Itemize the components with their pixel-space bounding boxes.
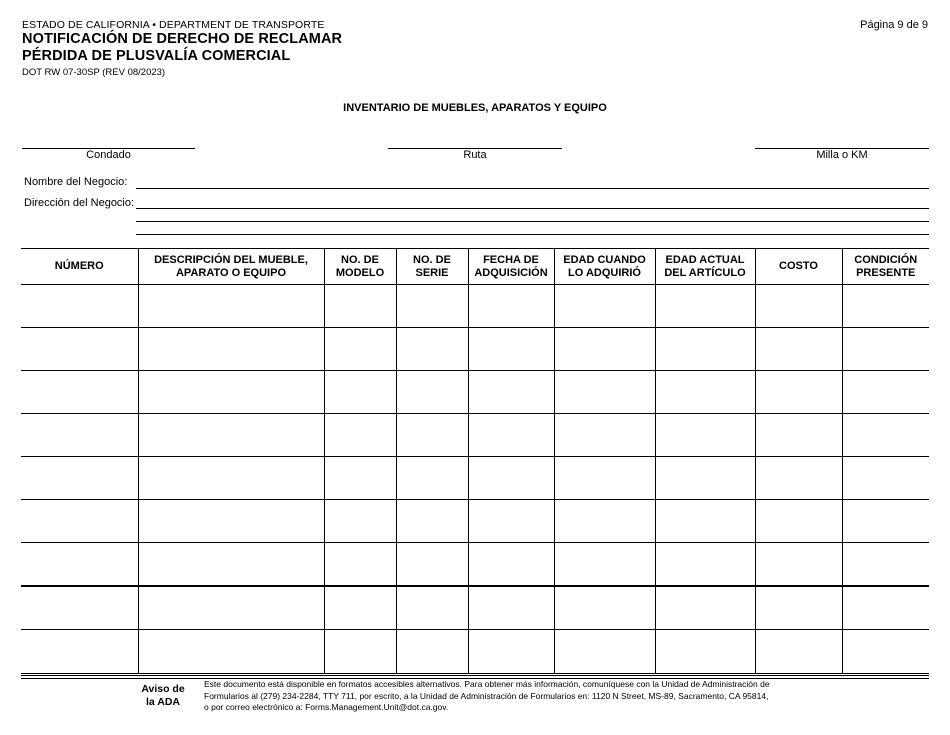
table-cell[interactable] <box>396 457 468 500</box>
table-cell[interactable] <box>396 328 468 371</box>
business-name-label: Nombre del Negocio: <box>24 176 128 188</box>
table-cell[interactable] <box>842 586 929 630</box>
col-header-acquisition-date: FECHA DE ADQUISICIÓN <box>468 249 554 285</box>
table-cell[interactable] <box>21 543 138 587</box>
table-cell[interactable] <box>21 285 138 328</box>
table-row <box>21 457 929 500</box>
table-row <box>21 586 929 630</box>
table-cell[interactable] <box>554 414 655 457</box>
table-cell[interactable] <box>554 543 655 587</box>
county-label: Condado <box>86 149 131 161</box>
table-cell[interactable] <box>138 586 324 630</box>
table-row <box>21 543 929 587</box>
table-cell[interactable] <box>324 414 396 457</box>
table-cell[interactable] <box>324 457 396 500</box>
table-cell[interactable] <box>655 285 755 328</box>
table-cell[interactable] <box>21 328 138 371</box>
table-cell[interactable] <box>396 371 468 414</box>
table-cell[interactable] <box>755 543 842 587</box>
table-cell[interactable] <box>138 371 324 414</box>
table-cell[interactable] <box>468 630 554 674</box>
table-cell[interactable] <box>138 328 324 371</box>
table-cell[interactable] <box>324 328 396 371</box>
table-cell[interactable] <box>755 500 842 543</box>
form-title-line1: NOTIFICACIÓN DE DERECHO DE RECLAMAR <box>22 31 343 47</box>
table-cell[interactable] <box>396 414 468 457</box>
table-cell[interactable] <box>655 500 755 543</box>
table-cell[interactable] <box>554 457 655 500</box>
table-cell[interactable] <box>554 500 655 543</box>
table-cell[interactable] <box>468 457 554 500</box>
table-cell[interactable] <box>468 414 554 457</box>
table-cell[interactable] <box>21 371 138 414</box>
table-cell[interactable] <box>324 630 396 674</box>
table-cell[interactable] <box>755 457 842 500</box>
table-row <box>21 500 929 543</box>
ada-notice-text <box>204 679 844 714</box>
table-cell[interactable] <box>21 630 138 674</box>
table-cell[interactable] <box>842 371 929 414</box>
table-cell[interactable] <box>755 586 842 630</box>
table-cell[interactable] <box>655 328 755 371</box>
table-cell[interactable] <box>468 371 554 414</box>
table-row <box>21 371 929 414</box>
table-cell[interactable] <box>755 328 842 371</box>
table-cell[interactable] <box>755 371 842 414</box>
table-body <box>21 285 929 674</box>
table-cell[interactable] <box>396 630 468 674</box>
table-cell[interactable] <box>324 543 396 587</box>
table-cell[interactable] <box>554 586 655 630</box>
table-cell[interactable] <box>21 586 138 630</box>
table-cell[interactable] <box>138 543 324 587</box>
ada-notice-line3: o por correo electrónico a: Forms.Management.Unit@dot.ca.gov. <box>204 702 449 712</box>
route-label: Ruta <box>463 149 487 161</box>
table-cell[interactable] <box>324 500 396 543</box>
table-cell[interactable] <box>842 543 929 587</box>
table-cell[interactable] <box>842 630 929 674</box>
form-number: DOT RW 07-30SP (REV 08/2023) <box>22 67 166 78</box>
table-cell[interactable] <box>396 285 468 328</box>
table-cell[interactable] <box>655 543 755 587</box>
col-header-cost: COSTO <box>755 249 842 285</box>
table-cell[interactable] <box>324 586 396 630</box>
inventory-table <box>21 248 929 674</box>
table-header-row <box>21 249 929 285</box>
table-cell[interactable] <box>21 457 138 500</box>
section-title: INVENTARIO DE MUEBLES, APARATOS Y EQUIPO <box>343 102 607 114</box>
page-indicator: Página 9 de 9 <box>860 19 928 31</box>
col-header-model-number: NO. DE MODELO <box>324 249 396 285</box>
table-cell[interactable] <box>468 586 554 630</box>
col-header-current-age: EDAD ACTUAL DEL ARTÍCULO <box>655 249 755 285</box>
table-cell[interactable] <box>468 543 554 587</box>
table-cell[interactable] <box>138 457 324 500</box>
table-cell[interactable] <box>842 285 929 328</box>
table-cell[interactable] <box>842 414 929 457</box>
table-cell[interactable] <box>554 285 655 328</box>
ada-notice-line2: Formularios al (279) 234-2284, TTY 711, por escrito, a la Unidad de Administración de Formularios en: 1120 N Street, MS-89, Sacramento, CA 95814, <box>204 690 769 701</box>
table-row <box>21 630 929 674</box>
table-cell[interactable] <box>655 586 755 630</box>
table-cell[interactable] <box>396 586 468 630</box>
table-cell[interactable] <box>755 630 842 674</box>
table-cell[interactable] <box>554 371 655 414</box>
agency-name: ESTADO DE CALIFORNIA • DEPARTMENT DE TRANSPORTE <box>22 19 325 31</box>
table-row <box>21 414 929 457</box>
table-cell[interactable] <box>842 328 929 371</box>
table-cell[interactable] <box>396 543 468 587</box>
table-cell[interactable] <box>655 457 755 500</box>
table-cell[interactable] <box>468 328 554 371</box>
table-cell[interactable] <box>138 414 324 457</box>
business-address-field-line1[interactable] <box>136 208 929 209</box>
table-cell[interactable] <box>324 285 396 328</box>
business-address-field-line3[interactable] <box>136 234 929 235</box>
table-cell[interactable] <box>396 500 468 543</box>
table-cell[interactable] <box>138 285 324 328</box>
table-cell[interactable] <box>655 371 755 414</box>
table-cell[interactable] <box>842 457 929 500</box>
table-cell[interactable] <box>468 285 554 328</box>
ada-notice-line1: Este documento está disponible en formatos accesibles alternativos. Para obtener más información, comuníquese con la Unidad de Administración de <box>204 679 770 689</box>
table-cell[interactable] <box>755 414 842 457</box>
footer-divider <box>21 675 929 676</box>
business-address-label: Dirección del Negocio: <box>24 197 135 209</box>
table-cell[interactable] <box>324 371 396 414</box>
table-cell[interactable] <box>21 414 138 457</box>
table-cell[interactable] <box>755 285 842 328</box>
business-name-field[interactable] <box>136 188 929 189</box>
col-header-serial-number: NO. DE SERIE <box>396 249 468 285</box>
col-header-age-when-acquired: EDAD CUANDO LO ADQUIRIÓ <box>554 249 655 285</box>
ada-notice-label: Aviso de la ADA <box>141 683 185 708</box>
table-cell[interactable] <box>655 414 755 457</box>
table-cell[interactable] <box>21 500 138 543</box>
table-row <box>21 328 929 371</box>
col-header-description: DESCRIPCIÓN DEL MUEBLE, APARATO O EQUIPO <box>138 249 324 285</box>
table-cell[interactable] <box>138 630 324 674</box>
table-cell[interactable] <box>655 630 755 674</box>
form-title-line2: PÉRDIDA DE PLUSVALÍA COMERCIAL <box>22 48 291 64</box>
table-cell[interactable] <box>554 328 655 371</box>
col-header-present-condition: CONDICIÓN PRESENTE <box>842 249 929 285</box>
table-cell[interactable] <box>138 500 324 543</box>
business-address-field-line2[interactable] <box>136 221 929 222</box>
table-cell[interactable] <box>842 500 929 543</box>
col-header-number: NÚMERO <box>21 249 138 285</box>
mile-label: Milla o KM <box>816 149 868 161</box>
table-cell[interactable] <box>554 630 655 674</box>
table-cell[interactable] <box>468 500 554 543</box>
table-row <box>21 285 929 328</box>
